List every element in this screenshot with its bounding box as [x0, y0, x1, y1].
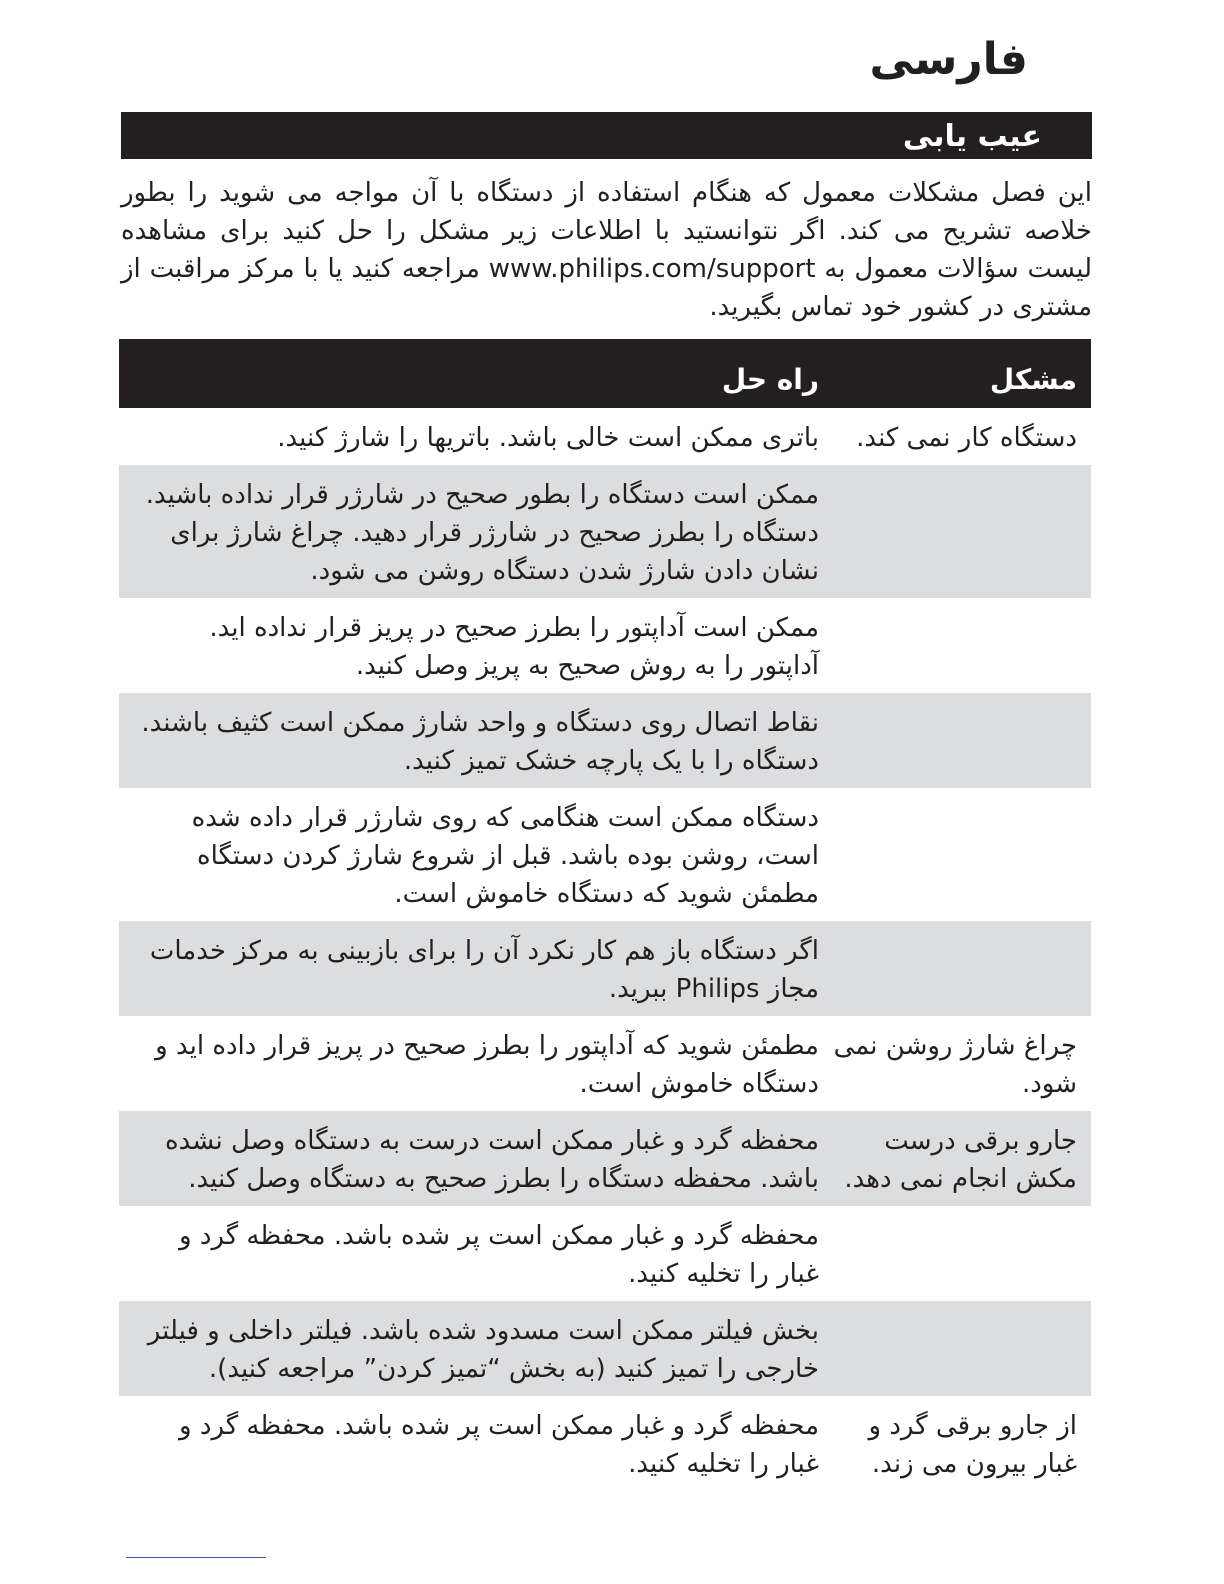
table-row	[119, 1016, 1091, 1111]
table-row	[119, 1206, 1091, 1301]
problem-cell: از جارو برقی گرد و غبار بیرون می زند.	[868, 1411, 1077, 1479]
solution-cell: محفظه گرد و غبار ممکن است پر شده باشد. محفظه گرد و غبار را تخلیه کنید.	[179, 1411, 819, 1479]
solution-cell: محفظه گرد و غبار ممکن است درست به دستگاه وصل نشده باشد. محفظه دستگاه را بطرز صحیح به دستگاه وصل کنید.	[165, 1126, 819, 1194]
solution-cell: نقاط اتصال روی دستگاه و واحد شارژ ممکن است کثیف باشند. دستگاه را با یک پارچه خشک تمیز کنید.	[141, 708, 819, 776]
problem-cell	[833, 1217, 1091, 1293]
problem-cell	[833, 799, 1091, 913]
troubleshooting-table	[119, 339, 1091, 1491]
problem-cell	[833, 609, 1091, 685]
solution-cell: اگر دستگاه باز هم کار نکرد آن را برای بازبینی به مرکز خدمات مجاز Philips ببرید.	[149, 936, 819, 1004]
problem-cell	[833, 476, 1091, 590]
header-problem: مشکل	[989, 363, 1077, 396]
section-title: عیب یابی	[902, 119, 1042, 154]
problem-cell	[833, 704, 1091, 780]
solution-cell: ممکن است دستگاه را بطور صحیح در شارژر قرار نداده باشید. دستگاه را بطرز صحیح در شارژر قرار دهید. چراغ شارژ برای نشان دادن شارژ شدن دستگاه روشن می شود.	[145, 480, 819, 586]
table-row	[119, 1396, 1091, 1491]
solution-cell: بخش فیلتر ممکن است مسدود شده باشد. فیلتر داخلی و فیلتر خارجی را تمیز کنید (به بخش “تمیز کردن” مراجعه کنید).	[147, 1316, 819, 1384]
intro-paragraph	[121, 174, 1092, 326]
table-row	[119, 1301, 1091, 1396]
solution-cell: دستگاه ممکن است هنگامی که روی شارژر قرار داده شده است، روشن بوده باشد. قبل از شروع شارژ کردن دستگاه مطمئن شوید که دستگاه خاموش است.	[191, 803, 819, 909]
table-row	[119, 1111, 1091, 1206]
language-title: فارسی	[869, 34, 1028, 85]
table-header	[119, 339, 1091, 408]
intro-text-end: مراجعه کنید یا با مرکز مراقبت از مشتری در کشور خود تماس بگیرید.	[121, 254, 1092, 322]
table-row	[119, 465, 1091, 598]
solution-cell: باتری ممکن است خالی باشد. باتریها را شارژ کنید.	[277, 423, 819, 453]
problem-cell: دستگاه کار نمی کند.	[856, 423, 1077, 453]
table-row	[119, 693, 1091, 788]
problem-cell: جارو برقی درست مکش انجام نمی دهد.	[844, 1126, 1077, 1194]
footer-rule	[126, 1557, 266, 1558]
intro-text-start: این فصل مشکلات معمول که هنگام استفاده از دستگاه با آن مواجه می شوید را بطور خلاصه تشریح می کند. اگر نتوانستید با اطلاعات زیر مشکل را حل کنید برای مشاهده لیست سؤالات معمول به	[121, 178, 1092, 284]
solution-cell: ممکن است آداپتور را بطرز صحیح در پریز قرار نداده اید. آداپتور را به روش صحیح به پریز وصل کنید.	[209, 613, 819, 681]
solution-cell: مطمئن شوید که آداپتور را بطرز صحیح در پریز قرار داده اید و دستگاه خاموش است.	[155, 1031, 819, 1099]
table-body	[119, 408, 1091, 1491]
section-header-bar	[121, 112, 1092, 159]
table-row	[119, 788, 1091, 921]
table-row	[119, 408, 1091, 465]
problem-cell	[833, 932, 1091, 1008]
table-row	[119, 921, 1091, 1016]
problem-cell: چراغ شارژ روشن نمی شود.	[833, 1031, 1077, 1099]
solution-cell: محفظه گرد و غبار ممکن است پر شده باشد. محفظه گرد و غبار را تخلیه کنید.	[179, 1221, 819, 1289]
table-row	[119, 598, 1091, 693]
header-solution: راه حل	[721, 363, 819, 396]
support-url: www.philips.com/support	[488, 254, 816, 284]
problem-cell	[833, 1312, 1091, 1388]
